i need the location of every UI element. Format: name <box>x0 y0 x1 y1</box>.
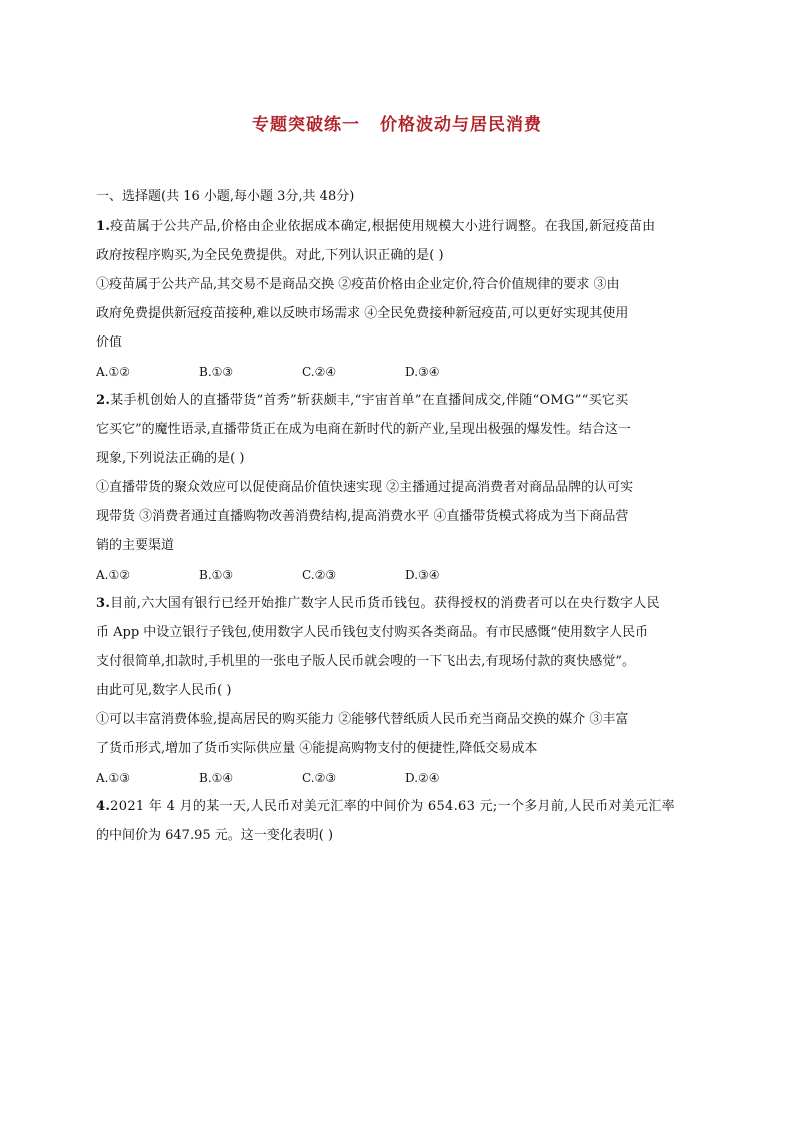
answer-option[interactable]: D.③④ <box>405 568 440 582</box>
question-text: 现象,下列说法正确的是( ) <box>96 451 245 466</box>
question-text-line <box>96 623 706 643</box>
title-part-1: 专题突破练一 <box>252 115 360 135</box>
question-text-line <box>96 536 706 556</box>
question-text: ①直播带货的聚众效应可以促使商品价值快速实现 ②主播通过提高消费者对商品品牌的认可实 <box>96 480 634 495</box>
answer-option[interactable]: A.①② <box>96 365 130 379</box>
answer-options <box>96 565 706 585</box>
question-number: 4. <box>96 799 111 814</box>
question-text: 现带货 ③消费者通过直播购物改善消费结构,提高消费水平 ④直播带货模式将成为当下商品营 <box>96 509 629 524</box>
question-text-line <box>96 826 706 846</box>
answer-option[interactable]: A.①③ <box>96 771 130 785</box>
question-text: ①可以丰富消费体验,提高居民的购买能力 ②能够代替纸质人民币充当商品交换的媒介 ③丰富 <box>96 712 629 727</box>
question-number: 3. <box>96 596 111 611</box>
answer-option[interactable]: B.①③ <box>199 365 234 379</box>
question-text-line <box>96 420 706 440</box>
question-text: 支付很简单,扣款时,手机里的一张电子版人民币就会嗖的一下飞出去,有现场付款的爽快感觉”。 <box>96 654 636 669</box>
question-text: 的中间价为 647.95 元。这一变化表明( ) <box>96 828 334 843</box>
question-text: 币 App 中设立银行子钱包,使用数字人民币钱包支付购买各类商品。有市民感慨“使用数字人民币 <box>96 625 649 640</box>
answer-option[interactable]: A.①② <box>96 568 130 582</box>
question-text-line <box>96 478 706 498</box>
question-text: 政府免费提供新冠疫苗接种,难以反映市场需求 ④全民免费接种新冠疫苗,可以更好实现其使用 <box>96 306 629 321</box>
question-text-line <box>96 652 706 672</box>
question-stem <box>96 797 706 817</box>
question-text: 2021 年 4 月的某一天,人民币对美元汇率的中间价为 654.63 元;一个多月前,人民币对美元汇率 <box>110 799 675 814</box>
answer-options <box>96 768 706 788</box>
question-text: 由此可见,数字人民币( ) <box>96 683 232 698</box>
question-text: 疫苗属于公共产品,价格由企业依据成本确定,根据使用规模大小进行调整。在我国,新冠疫苗由 <box>110 219 656 234</box>
title-part-2: 价格波动与居民消费 <box>380 115 542 135</box>
question-text-line <box>96 333 706 353</box>
answer-option[interactable]: D.②④ <box>405 771 440 785</box>
question-text-line <box>96 275 706 295</box>
question-text-line <box>96 449 706 469</box>
question-text-line <box>96 710 706 730</box>
question-text: 某手机创始人的直播带货“首秀”斩获颇丰,“宇宙首单”在直播间成交,伴随“OMG”“买它买 <box>110 393 629 408</box>
answer-option[interactable]: B.①④ <box>199 771 234 785</box>
question-list <box>96 187 706 855</box>
question-text-line <box>96 681 706 701</box>
section-heading: 一、选择题(共 16 小题,每小题 3分,共 48分) <box>96 189 355 204</box>
question-stem <box>96 391 706 411</box>
question-text: 价值 <box>96 335 123 350</box>
answer-option[interactable]: D.③④ <box>405 365 440 379</box>
answer-option[interactable]: C.②③ <box>302 771 337 785</box>
question-text: 目前,六大国有银行已经开始推广数字人民币货币钱包。获得授权的消费者可以在央行数字人民 <box>110 596 660 611</box>
question-text: 政府按程序购买,为全民免费提供。对此,下列认识正确的是( ) <box>96 248 444 263</box>
question-text-line <box>96 739 706 759</box>
question-text-line <box>96 507 706 527</box>
question-number: 2. <box>96 393 111 408</box>
answer-options <box>96 362 706 382</box>
answer-option[interactable]: B.①③ <box>199 568 234 582</box>
question-stem <box>96 217 706 237</box>
question-text-line <box>96 304 706 324</box>
question-text: 了货币形式,增加了货币实际供应量 ④能提高购物支付的便捷性,降低交易成本 <box>96 741 538 756</box>
page-title <box>0 110 794 135</box>
question-text-line <box>96 246 706 266</box>
question-text: ①疫苗属于公共产品,其交易不是商品交换 ②疫苗价格由企业定价,符合价值规律的要求 ③由 <box>96 277 620 292</box>
question-text: 销的主要渠道 <box>96 538 175 553</box>
answer-option[interactable]: C.②④ <box>302 365 337 379</box>
question-number: 1. <box>96 219 111 234</box>
answer-option[interactable]: C.②③ <box>302 568 337 582</box>
question-stem <box>96 594 706 614</box>
question-text: 它买它”的魔性语录,直播带货正在成为电商在新时代的新产业,呈现出极强的爆发性。结合这一 <box>96 422 631 437</box>
